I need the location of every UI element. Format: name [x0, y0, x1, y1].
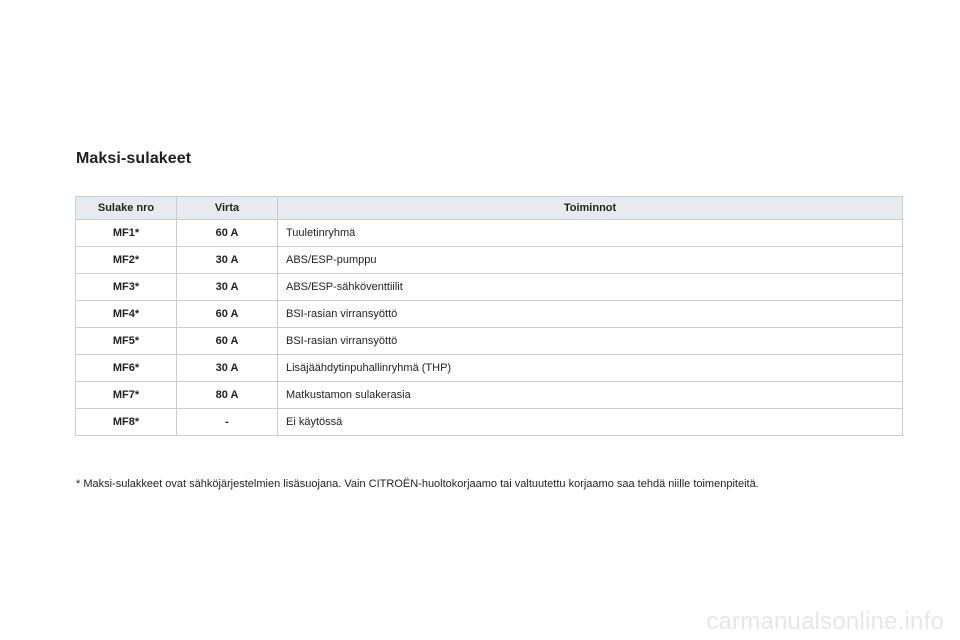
header-virta: Virta	[177, 197, 278, 220]
fuse-number: MF4*	[76, 301, 177, 328]
table-row	[76, 301, 903, 328]
fuse-current: 80 A	[177, 382, 278, 409]
fuse-function: Ei käytössä	[278, 409, 903, 436]
fuse-table	[75, 196, 903, 436]
fuse-function: BSI-rasian virransyöttö	[278, 301, 903, 328]
table-row	[76, 382, 903, 409]
header-sulake-nro: Sulake nro	[76, 197, 177, 220]
fuse-function: Matkustamon sulakerasia	[278, 382, 903, 409]
fuse-function: ABS/ESP-sähköventtiilit	[278, 274, 903, 301]
fuse-function: BSI-rasian virransyöttö	[278, 328, 903, 355]
fuse-number: MF7*	[76, 382, 177, 409]
table-row	[76, 355, 903, 382]
watermark: carmanualsonline.info	[706, 608, 944, 635]
page-title: Maksi-sulakeet	[76, 150, 192, 167]
fuse-function: Lisäjäähdytinpuhallinryhmä (THP)	[278, 355, 903, 382]
fuse-number: MF2*	[76, 247, 177, 274]
fuse-number: MF3*	[76, 274, 177, 301]
table-header-row	[76, 197, 903, 220]
fuse-current: 60 A	[177, 328, 278, 355]
footnote: * Maksi-sulakkeet ovat sähköjärjestelmien lisäsuojana. Vain CITROËN-huoltokorjaamo tai valtuutettu korjaamo saa tehdä niille toimenpiteitä.	[76, 478, 759, 490]
table-row	[76, 328, 903, 355]
fuse-number: MF5*	[76, 328, 177, 355]
fuse-function: ABS/ESP-pumppu	[278, 247, 903, 274]
fuse-number: MF6*	[76, 355, 177, 382]
table-row	[76, 274, 903, 301]
fuse-current: -	[177, 409, 278, 436]
fuse-current: 60 A	[177, 301, 278, 328]
fuse-current: 60 A	[177, 220, 278, 247]
header-toiminnot: Toiminnot	[278, 197, 903, 220]
table-row	[76, 247, 903, 274]
table-row	[76, 220, 903, 247]
fuse-function: Tuuletinryhmä	[278, 220, 903, 247]
fuse-number: MF8*	[76, 409, 177, 436]
fuse-current: 30 A	[177, 274, 278, 301]
fuse-current: 30 A	[177, 355, 278, 382]
fuse-number: MF1*	[76, 220, 177, 247]
fuse-current: 30 A	[177, 247, 278, 274]
table-row	[76, 409, 903, 436]
